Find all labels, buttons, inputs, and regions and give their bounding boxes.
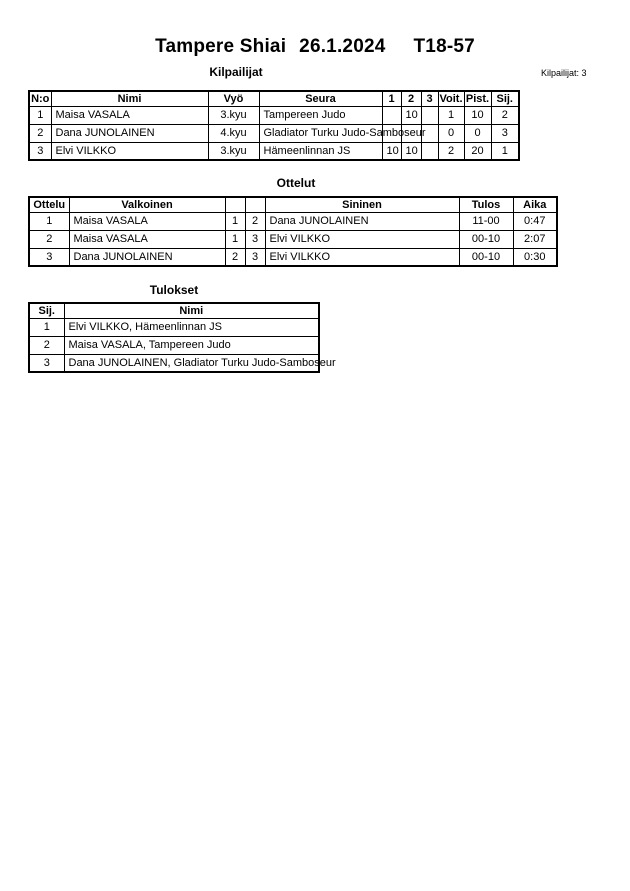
cell-match-no: 2 <box>29 230 69 248</box>
cell-result: 00-10 <box>459 248 513 266</box>
cell-vyo: 4.kyu <box>208 124 259 142</box>
cell-place: 2 <box>29 336 64 354</box>
cell-white-no: 1 <box>225 212 245 230</box>
cell-time: 0:30 <box>513 248 557 266</box>
col-header-3: 3 <box>421 91 438 106</box>
cell-voit: 2 <box>438 142 464 160</box>
col-header-nimi: Nimi <box>51 91 208 106</box>
cell-blue-no: 2 <box>245 212 265 230</box>
table-row <box>29 248 557 266</box>
tulokset-section-title: Tulokset <box>149 283 199 297</box>
col-header-sij: Sij. <box>491 91 519 106</box>
cell-pist: 20 <box>464 142 491 160</box>
table-row <box>29 124 519 142</box>
cell-pist: 10 <box>464 106 491 124</box>
cell-score-3 <box>421 106 438 124</box>
cell-blue-no: 3 <box>245 230 265 248</box>
col-header-ottelu: Ottelu <box>29 197 69 212</box>
cell-score-1 <box>382 106 401 124</box>
cell-no: 1 <box>29 106 51 124</box>
cell-vyo: 3.kyu <box>208 106 259 124</box>
ottelut-header-row <box>29 197 557 212</box>
col-header-blue-no <box>245 197 265 212</box>
col-header-valkoinen: Valkoinen <box>69 197 225 212</box>
table-row <box>29 106 519 124</box>
cell-result: 00-10 <box>459 230 513 248</box>
col-header-sininen: Sininen <box>265 197 459 212</box>
title-event-date: 26.1.2024 <box>299 36 386 57</box>
col-header-2: 2 <box>401 91 421 106</box>
cell-match-no: 1 <box>29 212 69 230</box>
col-header-pist: Pist. <box>465 92 490 105</box>
kilpailijat-header-row <box>29 91 519 106</box>
title-event-name: Tampere Shiai <box>155 36 287 57</box>
cell-score-3 <box>421 142 438 160</box>
cell-blue-name: Elvi VILKKO <box>265 248 459 266</box>
cell-white-name: Maisa VASALA <box>69 230 225 248</box>
col-header-nimi: Nimi <box>64 303 319 318</box>
ottelut-section-title: Ottelut <box>276 176 316 190</box>
cell-voit: 0 <box>438 124 464 142</box>
cell-blue-no: 3 <box>245 248 265 266</box>
cell-white-no: 1 <box>225 230 245 248</box>
col-header-seura: Seura <box>259 91 382 106</box>
cell-seura: Gladiator Turku Judo-Samboseur <box>259 124 382 142</box>
cell-time: 0:47 <box>513 212 557 230</box>
tulokset-header-row <box>29 303 319 318</box>
cell-nimi: Maisa VASALA <box>51 106 208 124</box>
title-category: T18-57 <box>413 36 475 57</box>
kilpailijat-table <box>28 90 520 161</box>
cell-seura: Hämeenlinnan JS <box>259 142 382 160</box>
cell-seura: Tampereen Judo <box>259 106 382 124</box>
col-header-aika: Aika <box>513 197 557 212</box>
cell-name-club: Maisa VASALA, Tampereen Judo <box>64 336 319 354</box>
cell-sij: 1 <box>491 142 519 160</box>
tulokset-table <box>28 302 336 373</box>
table-row <box>29 212 557 230</box>
cell-score-2: 10 <box>401 142 421 160</box>
cell-white-name: Dana JUNOLAINEN <box>69 248 225 266</box>
table-row <box>29 336 319 354</box>
col-header-voit: Voit. <box>439 92 463 105</box>
cell-name-club: Dana JUNOLAINEN, Gladiator Turku Judo-Samboseur <box>64 354 319 372</box>
cell-voit: 1 <box>438 106 464 124</box>
cell-white-name: Maisa VASALA <box>69 212 225 230</box>
cell-sij: 2 <box>491 106 519 124</box>
cell-no: 2 <box>29 124 51 142</box>
ottelut-table <box>28 196 558 267</box>
table-row <box>29 142 519 160</box>
cell-nimi: Elvi VILKKO <box>51 142 208 160</box>
cell-sij: 3 <box>491 124 519 142</box>
cell-score-2: 10 <box>401 106 421 124</box>
col-header-sij: Sij. <box>29 303 64 318</box>
cell-blue-name: Elvi VILKKO <box>265 230 459 248</box>
competitors-count-label: Kilpailijat: 3 <box>541 68 587 78</box>
table-row <box>29 354 319 372</box>
cell-white-no: 2 <box>225 248 245 266</box>
cell-time: 2:07 <box>513 230 557 248</box>
cell-vyo: 3.kyu <box>208 142 259 160</box>
page-title <box>0 36 630 58</box>
table-row <box>29 318 319 336</box>
col-header-vyo: Vyö <box>208 91 259 106</box>
col-header-no: N:o <box>29 91 51 106</box>
cell-score-1: 10 <box>382 142 401 160</box>
cell-nimi: Dana JUNOLAINEN <box>51 124 208 142</box>
cell-result: 11-00 <box>459 212 513 230</box>
cell-place: 1 <box>29 318 64 336</box>
kilpailijat-section-title: Kilpailijat <box>209 65 263 79</box>
cell-name-club: Elvi VILKKO, Hämeenlinnan JS <box>64 318 319 336</box>
cell-blue-name: Dana JUNOLAINEN <box>265 212 459 230</box>
cell-pist: 0 <box>464 124 491 142</box>
cell-place: 3 <box>29 354 64 372</box>
col-header-tulos: Tulos <box>459 197 513 212</box>
cell-match-no: 3 <box>29 248 69 266</box>
table-row <box>29 230 557 248</box>
cell-no: 3 <box>29 142 51 160</box>
col-header-white-no <box>225 197 245 212</box>
col-header-1: 1 <box>382 91 401 106</box>
